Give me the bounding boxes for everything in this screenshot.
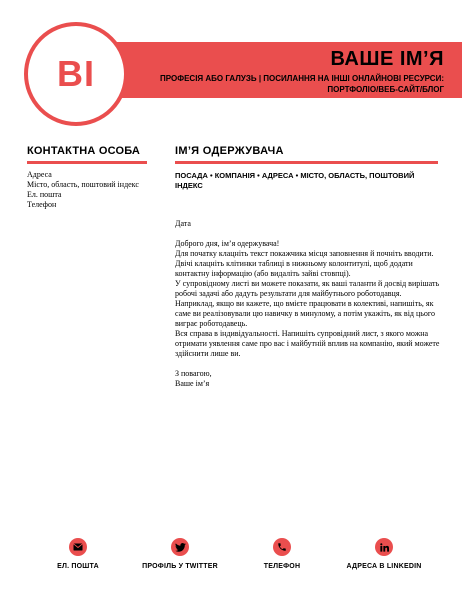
contact-email: Ел. пошта (27, 190, 62, 199)
letter-greeting: Доброго дня, ім’я одержувача! (175, 239, 280, 248)
footer-phone-label: ТЕЛЕФОН (263, 563, 301, 570)
footer-phone[interactable] (227, 538, 337, 570)
letter-paragraph: Вся справа в індивідуальності. Напишіть супровідний лист, з якого можна отримати уявлення саме про вас і майбутній вплив на компанію, який можете здійснити лише ви. (175, 329, 440, 358)
page-title[interactable]: ВАШЕ ІМ’Я (330, 48, 444, 70)
footer-linkedin[interactable] (329, 538, 439, 570)
footer-twitter[interactable] (125, 538, 235, 570)
letter-signature: Ваше ім’я (175, 379, 210, 388)
phone-icon (273, 538, 291, 556)
contact-heading[interactable]: КОНТАКТНА ОСОБА (27, 145, 141, 157)
initials-logo[interactable] (24, 22, 128, 126)
linkedin-icon (375, 538, 393, 556)
recipient-divider (175, 161, 438, 164)
footer-linkedin-label: АДРЕСА В LINKEDIN (346, 563, 422, 570)
twitter-icon (171, 538, 189, 556)
recipient-details[interactable]: ПОСАДА • КОМПАНІЯ • АДРЕСА • МІСТО, ОБЛАСТЬ, ПОШТОВИЙ ІНДЕКС (175, 171, 415, 190)
letter-body[interactable] (175, 219, 440, 389)
contact-address: Адреса (27, 170, 52, 179)
letter-paragraph: Для початку клацніть текст покажчика місця заповнення й почніть вводити. Двічі клацніть клітинки таблиці в нижньому колонтитулі, щоб додати контактну інформацію (або видаліть зайві стовпці). (175, 249, 434, 278)
letter-paragraph: У супровідному листі ви можете показати, як ваші таланти й досвід вирішать робочі задачі або дадуть результати для майбутнього роботодавця. Наприклад, якщо ви кажете, що вмієте працювати в колективі, напишіть, як саме ви реалізовували цю навичку в минулому, а потім укажіть, як від цього виграє роботодавець. (175, 279, 440, 328)
footer-email-label: ЕЛ. ПОШТА (57, 563, 99, 570)
footer-contacts (0, 538, 462, 578)
footer-email[interactable] (23, 538, 133, 570)
contact-phone: Телефон (27, 200, 57, 209)
contact-block[interactable] (27, 170, 147, 210)
recipient-heading[interactable]: ІМ’Я ОДЕРЖУВАЧА (175, 145, 284, 157)
email-icon (69, 538, 87, 556)
footer-twitter-label: ПРОФІЛЬ У TWITTER (142, 563, 218, 570)
letter-date: Дата (175, 219, 191, 228)
profession-tagline[interactable]: ПРОФЕСІЯ АБО ГАЛУЗЬ | ПОСИЛАННЯ НА ІНШІ ОНЛАЙНОВІ РЕСУРСИ: ПОРТФОЛІО/ВЕБ-САЙТ/БЛОГ (160, 74, 444, 94)
contact-city: Місто, область, поштовий індекс (27, 180, 139, 189)
letter-closing: З повагою, (175, 369, 212, 378)
initials-text: ВІ (57, 53, 95, 94)
contact-divider (27, 161, 147, 164)
